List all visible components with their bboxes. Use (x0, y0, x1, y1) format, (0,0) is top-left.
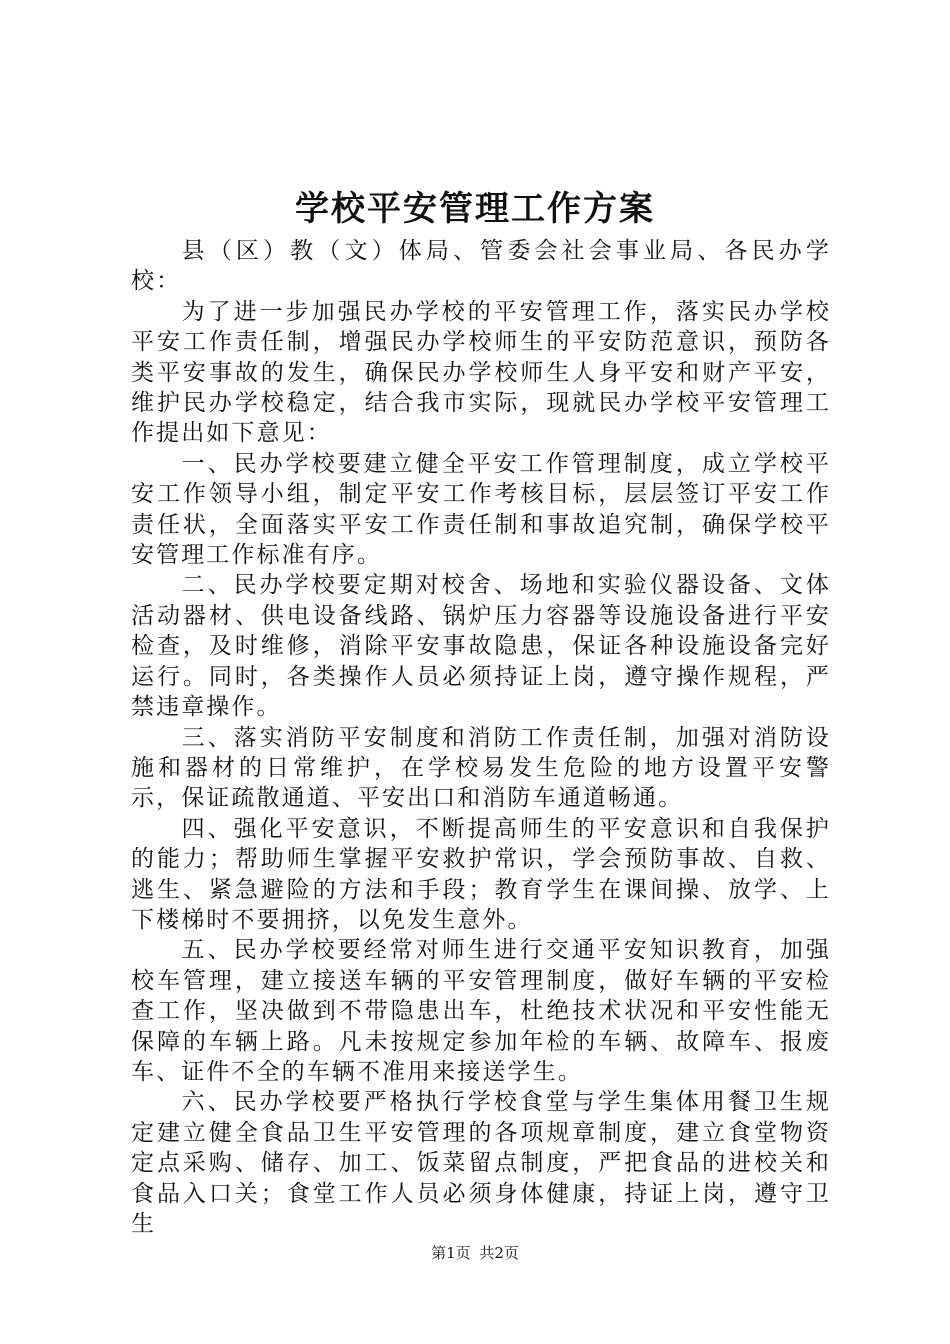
page-footer (0, 1243, 950, 1263)
salutation: 县（区）教（文）体局、管委会社会事业局、各民办学校： (131, 238, 831, 295)
paragraph-2: 二、民办学校要定期对校舍、场地和实验仪器设备、文体活动器材、供电设备线路、锅炉压力容器等设施设备进行平安检查，及时维修，消除平安事故隐患，保证各种设施设备完好运行。同时，各类操作人员必须持证上岗，遵守操作规程，严禁违章操作。 (131, 572, 831, 721)
paragraph-5: 五、民办学校要经常对师生进行交通平安知识教育，加强校车管理，建立接送车辆的平安管理制度，做好车辆的平安检查工作，坚决做到不带隐患出车，杜绝技术状况和平安性能无保障的车辆上路。凡未按规定参加年检的车辆、故障车、报废车、证件不全的车辆不准用来接送学生。 (131, 937, 831, 1085)
page-total: 共2页 (479, 1244, 519, 1262)
paragraph-intro: 为了进一步加强民办学校的平安管理工作，落实民办学校平安工作责任制，增强民办学校师生的平安防范意识，预防各类平安事故的发生，确保民办学校师生人身平安和财产平安，维护民办学校稳定，结合我市实际，现就民办学校平安管理工作提出如下意见： (131, 298, 831, 447)
paragraph-4: 四、强化平安意识，不断提高师生的平安意识和自我保护的能力；帮助师生掌握平安救护常识，学会预防事故、自救、逃生、紧急避险的方法和手段；教育学生在课间操、放学、上下楼梯时不要拥挤，以免发生意外。 (131, 815, 831, 933)
page-number: 第1页 (431, 1244, 471, 1262)
paragraph-6: 六、民办学校要严格执行学校食堂与学生集体用餐卫生规定建立健全食品卫生平安管理的各项规章制度，建立食堂物资定点采购、储存、加工、饭菜留点制度，严把食品的进校关和食品入口关；食堂工作人员必须身体健康，持证上岗，遵守卫生 (131, 1089, 831, 1237)
paragraph-3: 三、落实消防平安制度和消防工作责任制，加强对消防设施和器材的日常维护，在学校易发生危险的地方设置平安警示，保证疏散通道、平安出口和消防车通道畅通。 (131, 724, 831, 812)
paragraph-1: 一、民办学校要建立健全平安工作管理制度，成立学校平安工作领导小组，制定平安工作考核目标，层层签订平安工作责任状，全面落实平安工作责任制和事故追究制，确保学校平安管理工作标准有序。 (131, 450, 831, 569)
document-body (131, 236, 831, 1239)
document-title: 学校平安管理工作方案 (295, 189, 655, 229)
